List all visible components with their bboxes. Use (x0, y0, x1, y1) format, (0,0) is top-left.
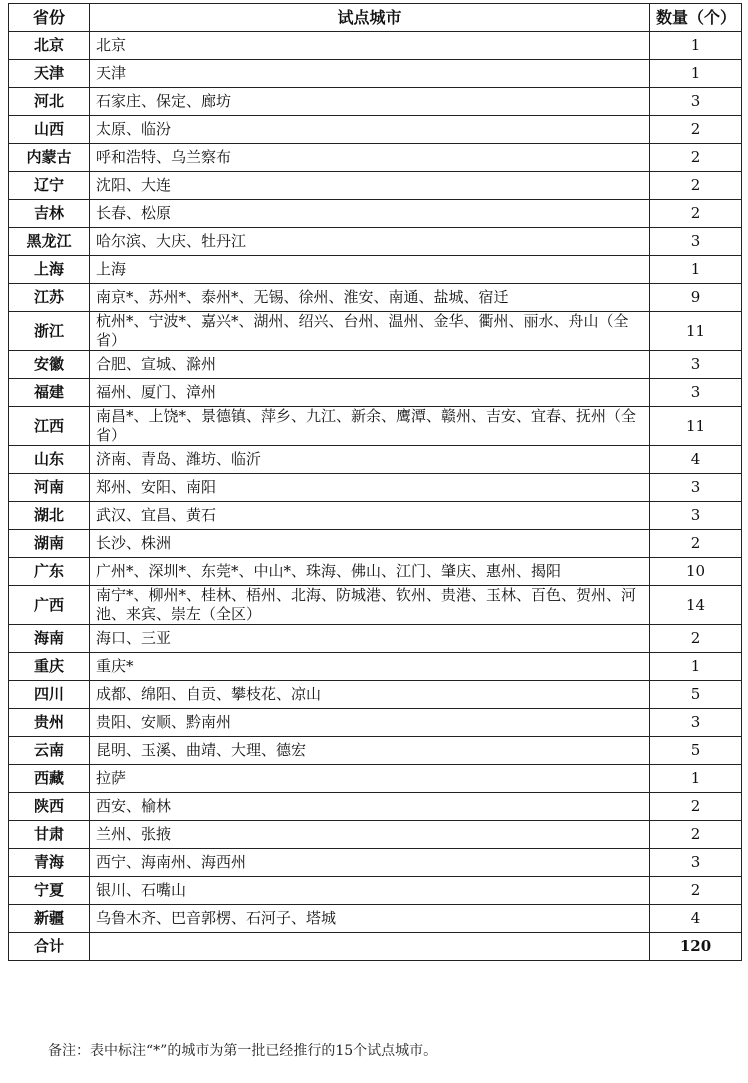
cities-cell: 海口、三亚 (90, 625, 650, 653)
cities-cell: 呼和浩特、乌兰察布 (90, 144, 650, 172)
count-cell: 2 (650, 877, 742, 905)
province-cell: 河南 (9, 474, 90, 502)
cities-cell: 广州*、深圳*、东莞*、中山*、珠海、佛山、江门、肇庆、惠州、揭阳 (90, 558, 650, 586)
count-cell: 2 (650, 116, 742, 144)
total-label: 合计 (9, 933, 90, 961)
table-row (9, 379, 742, 407)
province-cell: 江西 (9, 407, 90, 446)
table-body (9, 32, 742, 933)
table-row (9, 681, 742, 709)
count-cell: 3 (650, 88, 742, 116)
count-cell: 3 (650, 228, 742, 256)
province-cell: 贵州 (9, 709, 90, 737)
count-cell: 2 (650, 625, 742, 653)
table-row (9, 558, 742, 586)
cities-cell: 武汉、宜昌、黄石 (90, 502, 650, 530)
table-row (9, 502, 742, 530)
count-cell: 2 (650, 530, 742, 558)
cities-cell: 拉萨 (90, 765, 650, 793)
total-count: 120 (650, 933, 742, 961)
count-cell: 2 (650, 144, 742, 172)
count-cell: 1 (650, 60, 742, 88)
province-cell: 新疆 (9, 905, 90, 933)
table-row (9, 284, 742, 312)
table-footnote: 备注：表中标注“*”的城市为第一批已经推行的15个试点城市。 (48, 1043, 438, 1059)
cities-cell: 天津 (90, 60, 650, 88)
province-cell: 天津 (9, 60, 90, 88)
cities-cell: 南宁*、柳州*、桂林、梧州、北海、防城港、钦州、贵港、玉林、百色、贺州、河池、来宾、崇左（全区） (90, 586, 650, 625)
cities-cell: 太原、临汾 (90, 116, 650, 144)
cities-cell: 北京 (90, 32, 650, 60)
table-row (9, 351, 742, 379)
count-cell: 1 (650, 256, 742, 284)
count-cell: 4 (650, 905, 742, 933)
pilot-cities-table (8, 3, 742, 961)
cities-cell: 长春、松原 (90, 200, 650, 228)
province-cell: 黑龙江 (9, 228, 90, 256)
count-cell: 1 (650, 653, 742, 681)
cities-cell: 石家庄、保定、廊坊 (90, 88, 650, 116)
table-row (9, 586, 742, 625)
cities-cell: 兰州、张掖 (90, 821, 650, 849)
province-cell: 广东 (9, 558, 90, 586)
table-row (9, 200, 742, 228)
province-cell: 海南 (9, 625, 90, 653)
table-row (9, 793, 742, 821)
table-row (9, 474, 742, 502)
count-cell: 2 (650, 821, 742, 849)
count-cell: 4 (650, 446, 742, 474)
cities-cell: 南京*、苏州*、泰州*、无锡、徐州、淮安、南通、盐城、宿迁 (90, 284, 650, 312)
province-cell: 宁夏 (9, 877, 90, 905)
province-cell: 湖南 (9, 530, 90, 558)
province-cell: 陕西 (9, 793, 90, 821)
cities-cell: 西宁、海南州、海西州 (90, 849, 650, 877)
table-row (9, 709, 742, 737)
province-cell: 广西 (9, 586, 90, 625)
count-cell: 11 (650, 312, 742, 351)
table-row (9, 116, 742, 144)
cities-cell: 银川、石嘴山 (90, 877, 650, 905)
total-empty-cell (90, 933, 650, 961)
table-row (9, 877, 742, 905)
table-row (9, 228, 742, 256)
count-cell: 2 (650, 172, 742, 200)
province-cell: 重庆 (9, 653, 90, 681)
count-cell: 11 (650, 407, 742, 446)
table-row (9, 849, 742, 877)
count-cell: 3 (650, 849, 742, 877)
cities-cell: 杭州*、宁波*、嘉兴*、湖州、绍兴、台州、温州、金华、衢州、丽水、舟山（全省） (90, 312, 650, 351)
cities-cell: 济南、青岛、潍坊、临沂 (90, 446, 650, 474)
table-row (9, 312, 742, 351)
table-row (9, 446, 742, 474)
cities-cell: 重庆* (90, 653, 650, 681)
count-cell: 3 (650, 709, 742, 737)
cities-cell: 郑州、安阳、南阳 (90, 474, 650, 502)
count-cell: 3 (650, 351, 742, 379)
province-cell: 福建 (9, 379, 90, 407)
table-row (9, 765, 742, 793)
province-cell: 西藏 (9, 765, 90, 793)
cities-cell: 南昌*、上饶*、景德镇、萍乡、九江、新余、鹰潭、赣州、吉安、宜春、抚州（全省） (90, 407, 650, 446)
province-cell: 甘肃 (9, 821, 90, 849)
header-province: 省份 (9, 4, 90, 32)
province-cell: 云南 (9, 737, 90, 765)
cities-cell: 西安、榆林 (90, 793, 650, 821)
count-cell: 1 (650, 765, 742, 793)
count-cell: 3 (650, 379, 742, 407)
header-count: 数量（个） (650, 4, 742, 32)
province-cell: 山东 (9, 446, 90, 474)
table-row (9, 256, 742, 284)
count-cell: 5 (650, 737, 742, 765)
count-cell: 3 (650, 502, 742, 530)
province-cell: 河北 (9, 88, 90, 116)
cities-cell: 昆明、玉溪、曲靖、大理、德宏 (90, 737, 650, 765)
province-cell: 吉林 (9, 200, 90, 228)
province-cell: 上海 (9, 256, 90, 284)
cities-cell: 沈阳、大连 (90, 172, 650, 200)
count-cell: 2 (650, 793, 742, 821)
table-row (9, 737, 742, 765)
cities-cell: 福州、厦门、漳州 (90, 379, 650, 407)
table-row (9, 653, 742, 681)
table-row (9, 172, 742, 200)
province-cell: 四川 (9, 681, 90, 709)
count-cell: 5 (650, 681, 742, 709)
cities-cell: 贵阳、安顺、黔南州 (90, 709, 650, 737)
table-row (9, 144, 742, 172)
province-cell: 湖北 (9, 502, 90, 530)
count-cell: 2 (650, 200, 742, 228)
cities-cell: 乌鲁木齐、巴音郭楞、石河子、塔城 (90, 905, 650, 933)
cities-cell: 成都、绵阳、自贡、攀枝花、凉山 (90, 681, 650, 709)
province-cell: 北京 (9, 32, 90, 60)
cities-cell: 长沙、株洲 (90, 530, 650, 558)
count-cell: 10 (650, 558, 742, 586)
province-cell: 青海 (9, 849, 90, 877)
province-cell: 安徽 (9, 351, 90, 379)
count-cell: 14 (650, 586, 742, 625)
province-cell: 浙江 (9, 312, 90, 351)
table-row (9, 60, 742, 88)
count-cell: 3 (650, 474, 742, 502)
cities-cell: 哈尔滨、大庆、牡丹江 (90, 228, 650, 256)
table-row (9, 407, 742, 446)
table-row (9, 625, 742, 653)
table-row (9, 821, 742, 849)
table-row (9, 530, 742, 558)
province-cell: 山西 (9, 116, 90, 144)
cities-cell: 上海 (90, 256, 650, 284)
count-cell: 9 (650, 284, 742, 312)
table-header-row (9, 4, 742, 32)
table-row (9, 88, 742, 116)
header-cities: 试点城市 (90, 4, 650, 32)
province-cell: 江苏 (9, 284, 90, 312)
table-row (9, 905, 742, 933)
cities-cell: 合肥、宣城、滁州 (90, 351, 650, 379)
table-row (9, 32, 742, 60)
total-row (9, 933, 742, 961)
province-cell: 辽宁 (9, 172, 90, 200)
count-cell: 1 (650, 32, 742, 60)
province-cell: 内蒙古 (9, 144, 90, 172)
